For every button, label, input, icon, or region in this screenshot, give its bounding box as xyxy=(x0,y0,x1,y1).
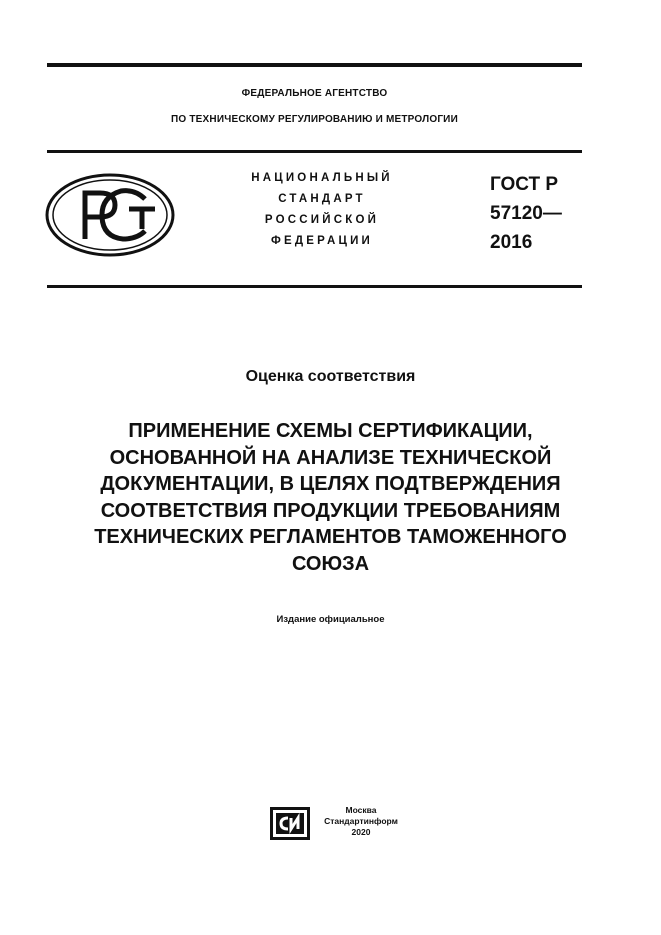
designation-line1: ГОСТ Р xyxy=(490,174,559,195)
emblem-letters: РСТ xyxy=(45,173,47,174)
title-line3: ДОКУМЕНТАЦИИ, В ЦЕЛЯХ ПОДТВЕРЖДЕНИЯ xyxy=(100,473,561,495)
top-rule xyxy=(47,63,582,67)
publisher-city: Москва xyxy=(345,805,377,815)
designation-line2: 57120— xyxy=(490,203,562,224)
document-subtitle: Оценка соответствия xyxy=(245,368,416,385)
title-line4: СООТВЕТСТВИЯ ПРОДУКЦИИ ТРЕБОВАНИЯМ xyxy=(100,499,561,522)
title-line1: ПРИМЕНЕНИЕ СХЕМЫ СЕРТИФИКАЦИИ, xyxy=(128,420,533,442)
title-line2: ОСНОВАННОЙ НА АНАЛИЗЕ ТЕХНИЧЕСКОЙ xyxy=(109,446,552,469)
agency-name-line2: ПО ТЕХНИЧЕСКОМУ РЕГУЛИРОВАНИЮ И МЕТРОЛОГИИ xyxy=(171,114,458,125)
rst-emblem-icon xyxy=(45,173,175,257)
designation-line3: 2016 xyxy=(490,232,533,253)
publisher-info xyxy=(318,805,404,838)
publisher-year: 2020 xyxy=(351,827,371,837)
standard-type-line1: НАЦИОНАЛЬНЫЙ xyxy=(251,172,393,184)
publisher-name: Стандартинформ xyxy=(324,816,398,826)
standard-type-line2: СТАНДАРТ xyxy=(278,193,366,205)
agency-name-line1: ФЕДЕРАЛЬНОЕ АГЕНТСТВО xyxy=(241,88,388,99)
title-line6: СОЮЗА xyxy=(291,552,370,575)
standard-type xyxy=(212,168,432,252)
standartinform-logo-icon xyxy=(270,807,310,840)
header-bottom-rule xyxy=(47,285,582,288)
document-title xyxy=(20,418,641,577)
standard-type-line4: ФЕДЕРАЦИИ xyxy=(270,235,374,247)
standard-designation xyxy=(490,170,562,257)
edition-label: Издание официальное xyxy=(276,614,385,625)
header-rule xyxy=(47,150,582,153)
standard-type-line3: РОССИЙСКОЙ xyxy=(264,214,380,226)
title-line5: ТЕХНИЧЕСКИХ РЕГЛАМЕНТОВ ТАМОЖЕННОГО xyxy=(94,526,567,548)
